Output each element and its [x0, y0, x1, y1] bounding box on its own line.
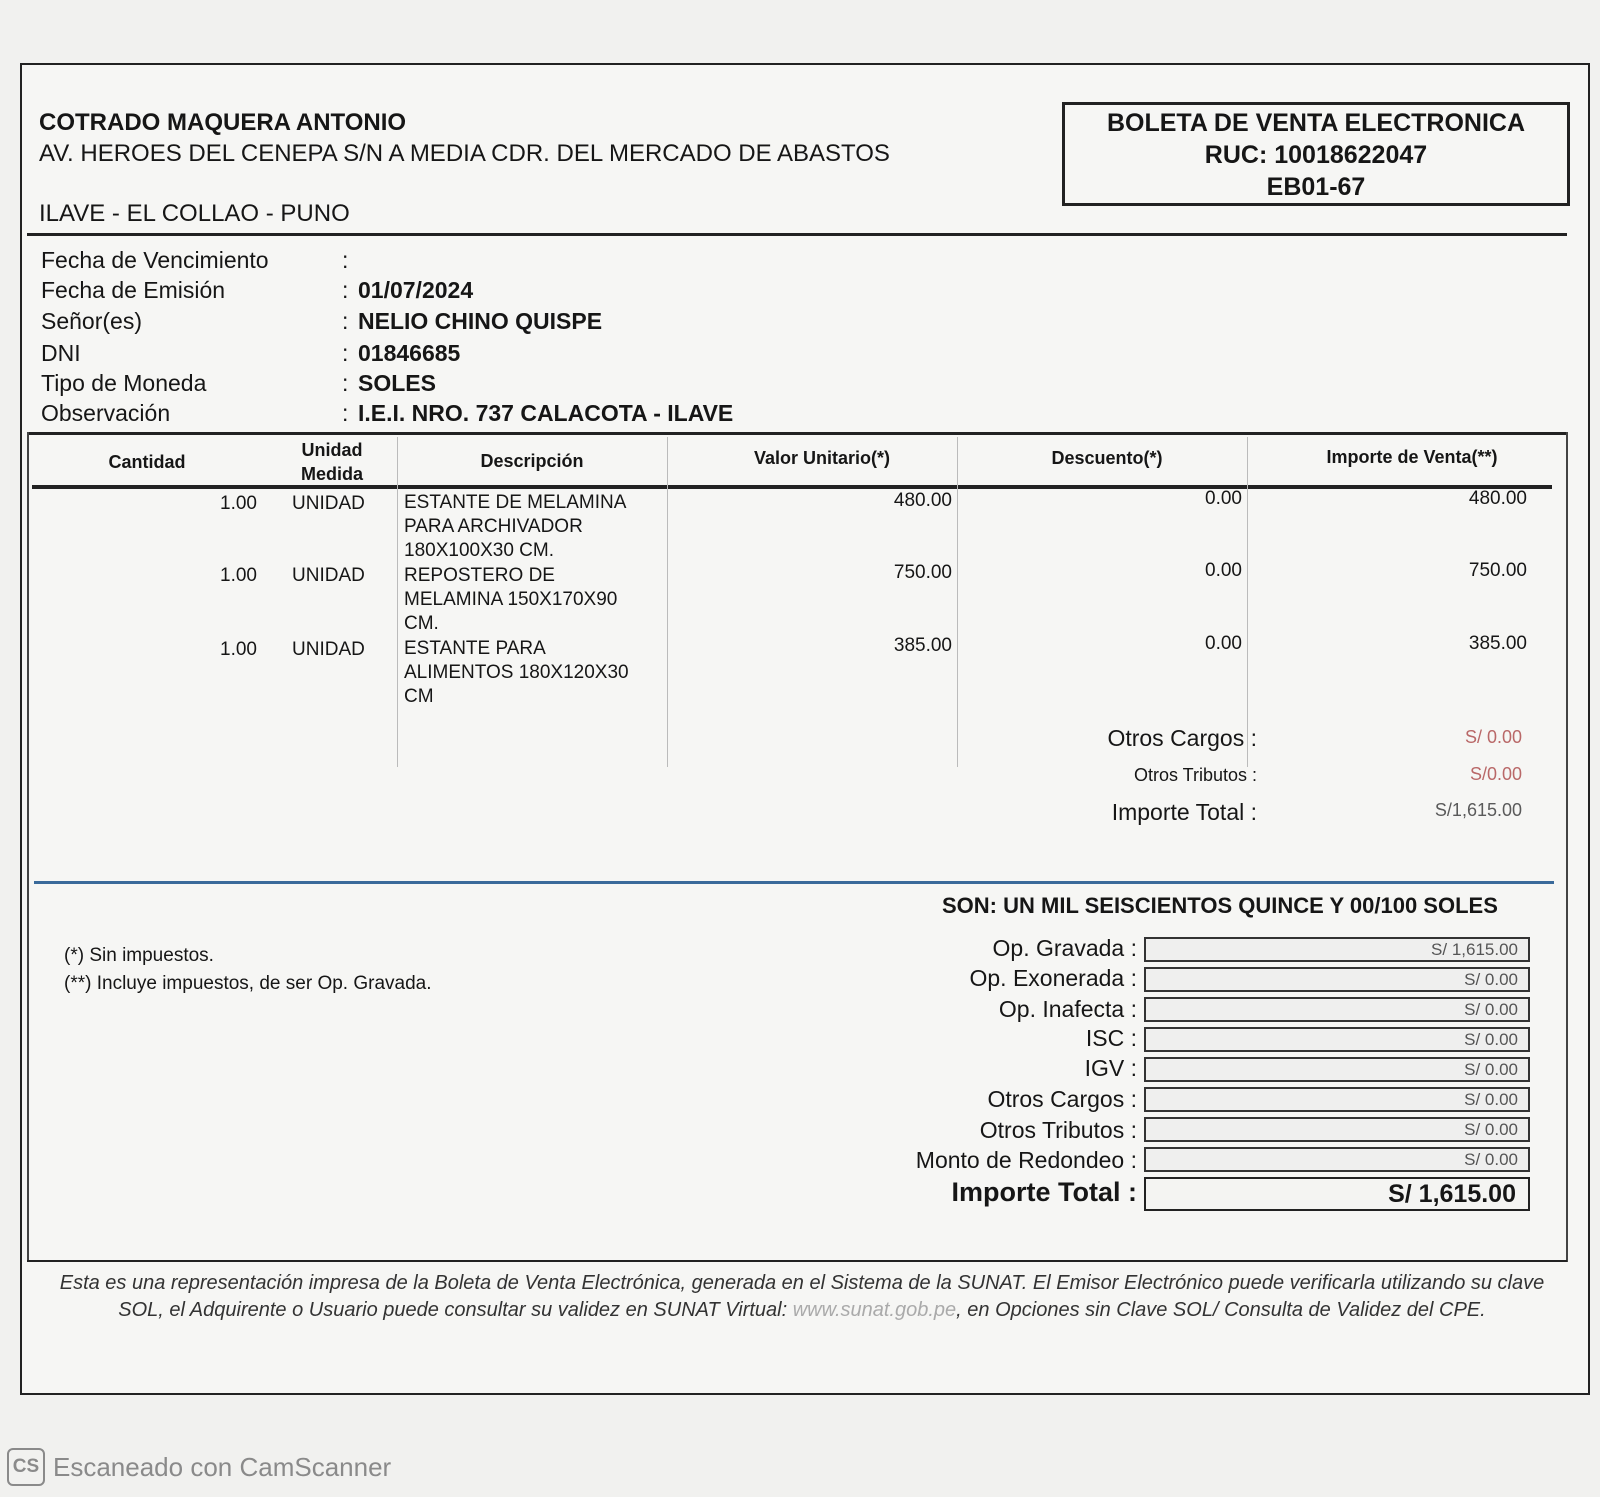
header-divider	[27, 233, 1567, 236]
document-box	[1062, 102, 1570, 206]
info-label-observacion: Observación	[41, 400, 171, 426]
col-divider	[1247, 437, 1248, 767]
row-valor-unitario: 385.00	[893, 635, 952, 656]
summary-value-op-inafecta: S/ 0.00	[1144, 997, 1530, 1022]
table-left-border	[27, 432, 29, 1262]
issuer-city: ILAVE - EL COLLAO - PUNO	[39, 200, 350, 227]
subtotal-otros-cargos-value: S/ 0.00	[1464, 727, 1522, 747]
summary-label-op-gravada: Op. Gravada :	[992, 935, 1137, 961]
row-descuento: 0.00	[1205, 488, 1242, 509]
subtotal-importe-total-value: S/1,615.00	[1434, 800, 1522, 820]
row-unidad: UNIDAD	[292, 565, 365, 586]
footer-text-after: , en Opciones sin Clave SOL/ Consulta de Validez del CPE.	[956, 1299, 1486, 1321]
col-header-unidad	[272, 438, 392, 486]
summary-value-op-gravada: S/ 1,615.00	[1144, 937, 1530, 962]
row-valor-unitario: 750.00	[893, 562, 952, 583]
col-divider	[667, 437, 668, 767]
info-label-moneda: Tipo de Moneda	[41, 370, 207, 396]
info-label-dni: DNI	[41, 340, 81, 366]
col-divider	[957, 437, 958, 767]
row-unidad: UNIDAD	[292, 493, 365, 514]
col-header-descripcion: Descripción	[480, 451, 584, 471]
row-valor-unitario: 480.00	[893, 490, 952, 511]
table-right-border	[1566, 432, 1568, 1262]
info-value-dni: 01846685	[358, 340, 461, 366]
info-label-vencimiento: Fecha de Vencimiento	[41, 247, 269, 273]
summary-label-igv: IGV :	[1084, 1055, 1137, 1081]
issuer-address: AV. HEROES DEL CENEPA S/N A MEDIA CDR. DEL MERCADO DE ABASTOS	[39, 140, 890, 167]
row-importe: 750.00	[1468, 560, 1527, 581]
info-colon: :	[342, 247, 349, 273]
col-divider	[397, 437, 398, 767]
summary-divider	[34, 881, 1554, 884]
summary-value-op-exonerada: S/ 0.00	[1144, 967, 1530, 992]
summary-value-otros-tributos: S/ 0.00	[1144, 1117, 1530, 1142]
footer-text-before: Esta es una representación impresa de la Boleta de Venta Electrónica, generada en el Sistema de la SUNAT. El Emisor Electrónico puede verificarla utilizando su clave SOL, el Adquirente o Usuario puede consultar su validez en SUNAT Virtual:	[59, 1272, 1545, 1321]
subtotal-importe-total-label: Importe Total :	[1111, 799, 1257, 825]
summary-value-isc: S/ 0.00	[1144, 1027, 1530, 1052]
row-importe: 480.00	[1468, 488, 1527, 509]
table-header-divider	[32, 485, 1552, 489]
summary-label-op-exonerada: Op. Exonerada :	[969, 965, 1137, 991]
document-number: EB01-67	[1266, 173, 1366, 201]
info-colon: :	[342, 308, 349, 334]
table-top-border	[27, 432, 1567, 435]
amount-in-words: SON: UN MIL SEISCIENTOS QUINCE Y 00/100 SOLES	[942, 893, 1498, 918]
row-cantidad: 1.00	[220, 639, 257, 660]
issuer-name: COTRADO MAQUERA ANTONIO	[39, 109, 407, 136]
row-cantidad: 1.00	[220, 493, 257, 514]
legal-footer	[52, 1270, 1552, 1324]
col-header-valor-unitario: Valor Unitario(*)	[753, 448, 891, 468]
subtotal-otros-cargos-label: Otros Cargos :	[1107, 725, 1257, 751]
note-sin-impuestos: (*) Sin impuestos.	[64, 945, 214, 966]
info-value-observacion: I.E.I. NRO. 737 CALACOTA - ILAVE	[358, 400, 734, 426]
summary-label-monto-redondeo: Monto de Redondeo :	[915, 1147, 1137, 1173]
info-value-emision: 01/07/2024	[358, 277, 474, 303]
row-descuento: 0.00	[1205, 560, 1242, 581]
info-colon: :	[342, 340, 349, 366]
info-value-senores: NELIO CHINO QUISPE	[358, 308, 603, 334]
document-ruc: RUC: 10018622047	[1204, 141, 1428, 169]
camscanner-icon: CS	[7, 1448, 45, 1486]
row-descripcion: ESTANTE DE MELAMINA PARA ARCHIVADOR 180X100X30 CM.	[404, 492, 626, 561]
receipt-page	[20, 63, 1590, 1395]
row-unidad: UNIDAD	[292, 639, 365, 660]
col-header-unidad-line2: Medida	[300, 464, 363, 484]
row-descuento: 0.00	[1205, 633, 1242, 654]
summary-label-otros-cargos: Otros Cargos :	[987, 1086, 1137, 1112]
info-label-emision: Fecha de Emisión	[41, 277, 226, 303]
summary-label-importe-total: Importe Total :	[951, 1177, 1137, 1207]
summary-label-otros-tributos: Otros Tributos :	[979, 1117, 1137, 1143]
summary-value-monto-redondeo: S/ 0.00	[1144, 1147, 1530, 1172]
footer-divider	[27, 1260, 1567, 1262]
col-header-descuento: Descuento(*)	[1051, 448, 1163, 468]
subtotal-otros-tributos-label: Otros Tributos :	[1133, 765, 1257, 785]
document-type: BOLETA DE VENTA ELECTRONICA	[1106, 109, 1526, 137]
camscanner-watermark	[7, 1447, 391, 1487]
sunat-link[interactable]: www.sunat.gob.pe	[792, 1299, 957, 1321]
summary-value-otros-cargos: S/ 0.00	[1144, 1087, 1530, 1112]
row-cantidad: 1.00	[220, 565, 257, 586]
row-descripcion: REPOSTERO DE MELAMINA 150X170X90 CM.	[404, 565, 618, 634]
row-importe: 385.00	[1468, 633, 1527, 654]
row-descripcion: ESTANTE PARA ALIMENTOS 180X120X30 CM	[404, 638, 629, 707]
summary-label-op-inafecta: Op. Inafecta :	[998, 996, 1137, 1022]
info-colon: :	[342, 370, 349, 396]
summary-value-igv: S/ 0.00	[1144, 1057, 1530, 1082]
camscanner-text: Escaneado con CamScanner	[53, 1451, 392, 1482]
summary-label-isc: ISC :	[1085, 1025, 1137, 1051]
col-header-unidad-line1: Unidad	[301, 440, 363, 460]
info-colon: :	[342, 400, 349, 426]
subtotal-otros-tributos-value: S/0.00	[1469, 764, 1522, 784]
note-incluye-impuestos: (**) Incluye impuestos, de ser Op. Gravada.	[64, 973, 432, 994]
info-colon: :	[342, 277, 349, 303]
col-header-cantidad: Cantidad	[108, 452, 186, 472]
summary-value-importe-total: S/ 1,615.00	[1144, 1177, 1530, 1211]
info-value-moneda: SOLES	[358, 370, 436, 396]
info-label-senores: Señor(es)	[41, 308, 142, 334]
col-header-importe: Importe de Venta(**)	[1326, 447, 1498, 467]
